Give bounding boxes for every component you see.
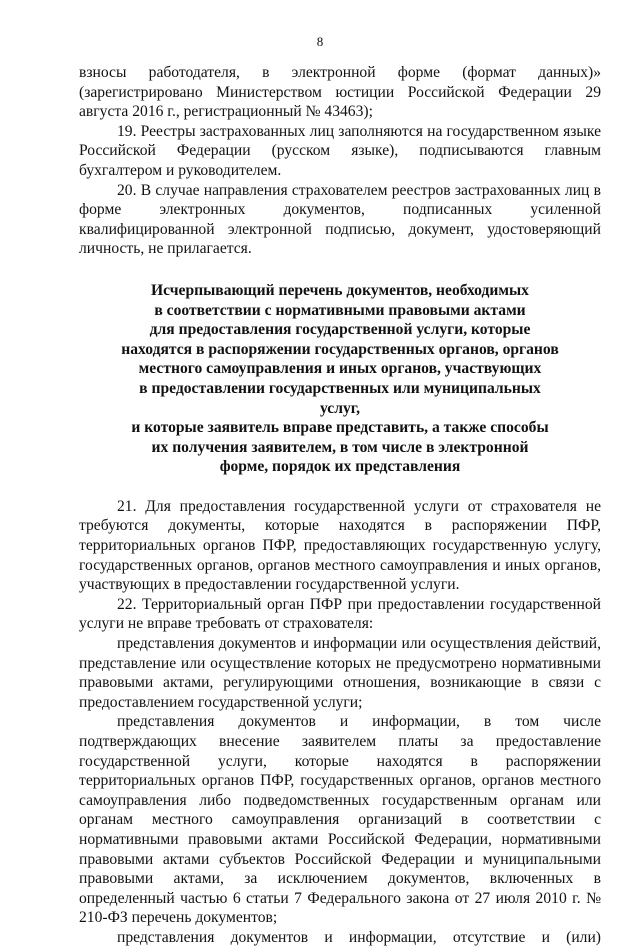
paragraph-22: 22. Территориальный орган ПФР при предоставлении государственной услуги не вправе требовать от страхователя:: [79, 595, 601, 633]
paragraph-22-item-c: представления документов и информации, отсутствие и (или): [117, 928, 601, 946]
heading-line: в соответствии с нормативными правовыми актами: [154, 301, 526, 319]
paragraph-continuation: взносы работодателя, в электронной форме (формат данных)» (зарегистрировано Министерством юстиции Российской Федерации 29 августа 2016 г., регистрационный № 43463);: [79, 64, 601, 121]
paragraph-21: 21. Для предоставления государственной услуги от страхователя не требуются документы, которые находятся в распоряжении ПФР, территориальных органов ПФР, предоставляющих государственную услугу, государственных органов, органов местного самоуправления и иных органов, участвующих в предоставлении государственной услуги.: [79, 497, 601, 594]
heading-line: в предоставлении государственных или муниципальных услуг,: [139, 379, 541, 417]
heading-line: Исчерпывающий перечень документов, необходимых: [151, 281, 529, 299]
heading-line: форме, порядок их представления: [219, 458, 461, 476]
heading-line: и которые заявитель вправе представить, а также способы: [131, 419, 549, 437]
heading-line: для предоставления государственной услуги, которые: [149, 321, 531, 339]
section-heading: [79, 281, 601, 477]
paragraph-19: 19. Реестры застрахованных лиц заполняются на государственном языке Российской Федерации (русском языке), подписываются главным бухгалтером и руководителем.: [79, 122, 601, 179]
paragraph-22-item-b: представления документов и информации, в том числе подтверждающих внесение заявителем платы за предоставление государственной услуги, которые находятся в распоряжении территориальных органов ПФР, государственных органов, органов местного самоуправления либо подведомственных государственным органам или органам местного самоуправления организаций в соответствии с нормативными правовыми актами Российской Федерации, нормативными правовыми актами субъектов Российской Федерации и муниципальными правовыми актами, за исключением документов, включенных в определенный частью 6 статьи 7 Федерального закона от 27 июля 2010 г. № 210-ФЗ перечень документов;: [79, 713, 601, 927]
heading-line: находятся в распоряжении государственных органов, органов: [121, 340, 559, 358]
heading-line: местного самоуправления и иных органов, участвующих: [138, 360, 542, 378]
page-number: 8: [316, 34, 324, 49]
paragraph-22-item-a: представления документов и информации или осуществления действий, представление или осуществление которых не предусмотрено нормативными правовыми актами, регулирующими отношения, возникающие в связи с предоставлением государственной услуги;: [79, 635, 601, 711]
heading-line: их получения заявителем, в том числе в электронной: [151, 438, 529, 456]
paragraph-20: 20. В случае направления страхователем реестров застрахованных лиц в форме электронных документов, подписанных усиленной квалифицированной электронной подписью, документ, удостоверяющий личность, не прилагается.: [79, 181, 601, 258]
document-body: [79, 63, 601, 948]
